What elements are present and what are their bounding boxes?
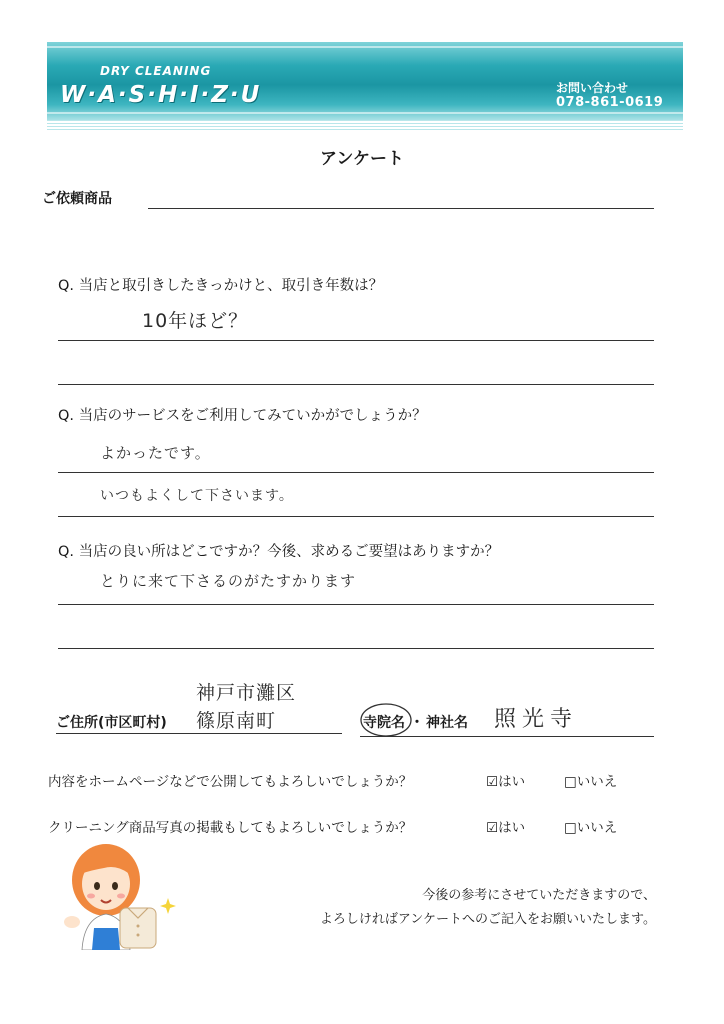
temple-name: 照光寺 <box>494 707 579 732</box>
consent-2-yes-checkbox[interactable]: ☑はい <box>486 820 526 836</box>
woman-holding-shirt-icon <box>58 838 182 950</box>
temple-separator: ・ <box>410 715 424 731</box>
contact-phone: 078-861-0619 <box>556 95 664 110</box>
brand-logo: W·A·S·H·I·Z·U <box>60 82 262 108</box>
page-title: アンケート <box>320 149 404 169</box>
answer-line <box>58 516 654 517</box>
consent-question-2: クリーニング商品写真の掲載もしてもよろしいでしょうか？ <box>48 820 413 836</box>
address-line <box>56 733 342 734</box>
banner-stripes <box>47 120 683 130</box>
temple-line <box>360 736 654 737</box>
question-2: Q. 当店のサービスをご利用してみていかがでしょうか？ <box>58 408 427 424</box>
consent-question-1: 内容をホームページなどで公開してもよろしいでしょうか？ <box>48 774 413 790</box>
answer-2-line-2: いつもよくして下さいます。 <box>100 488 294 504</box>
footer-line-2: よろしければアンケートへのご記入をお願いいたします。 <box>319 912 656 927</box>
consent-1-yes-checkbox[interactable]: ☑はい <box>486 774 526 790</box>
answer-line <box>58 340 654 341</box>
question-1: Q. 当店と取引きしたきっかけと、取引き年数は？ <box>58 278 384 294</box>
contact-label: お問い合わせ <box>556 81 629 95</box>
address-line-2: 篠原南町 <box>196 710 277 732</box>
address-line-1: 神戸市灘区 <box>196 682 297 704</box>
shrine-label: 神社名 <box>426 715 468 731</box>
answer-2-line-1: よかったです。 <box>100 444 211 462</box>
selection-circle <box>358 700 414 740</box>
answer-1-line-1: 10年ほど？ <box>142 310 249 332</box>
answer-3-line-1: とりに来て下さるのがたすかります <box>100 572 357 590</box>
answer-line <box>58 648 654 649</box>
address-label: ご住所(市区町村) <box>56 715 167 731</box>
product-line <box>148 208 654 209</box>
brand-subtitle: DRY CLEANING <box>100 64 212 78</box>
answer-line <box>58 604 654 605</box>
question-3: Q. 当店の良い所はどこですか？今後、求めるご要望はありますか？ <box>58 544 500 560</box>
answer-line <box>58 472 654 473</box>
consent-2-no-checkbox[interactable]: □いいえ <box>564 820 618 836</box>
answer-line <box>58 384 654 385</box>
product-label: ご依頼商品 <box>42 191 112 207</box>
temple-label: 寺院名 <box>363 715 405 731</box>
consent-1-no-checkbox[interactable]: □いいえ <box>564 774 618 790</box>
footer-line-1: 今後の参考にさせていただきますので、 <box>422 888 656 903</box>
